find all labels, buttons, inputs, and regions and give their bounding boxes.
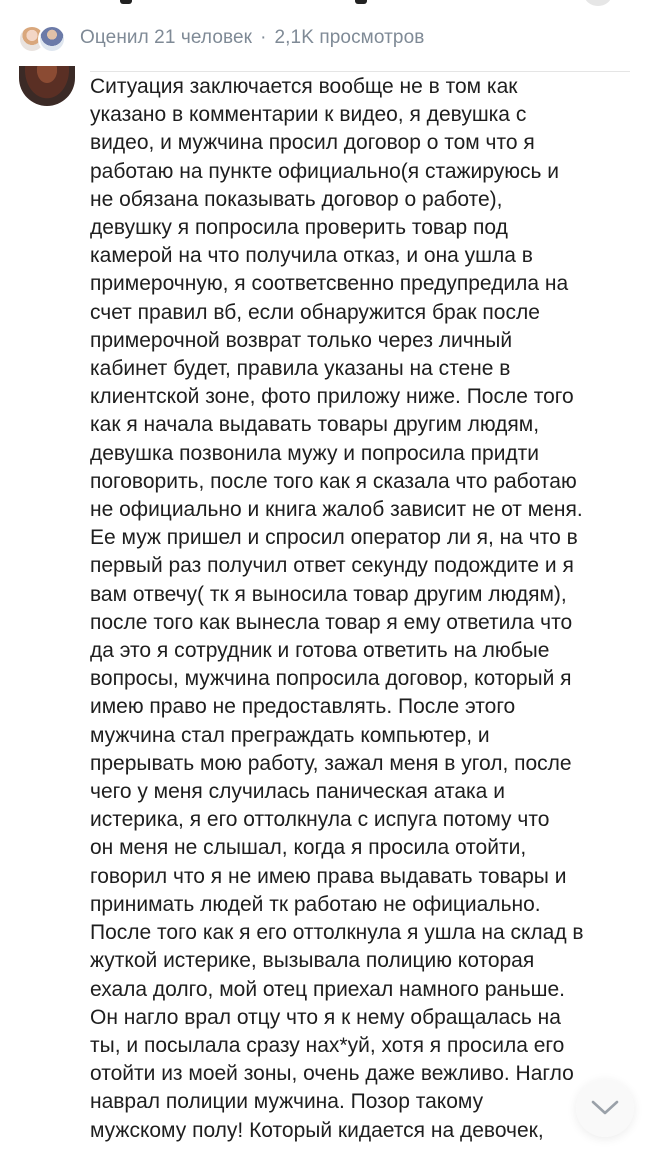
ratings-count[interactable]: Оценил 21 человек (80, 27, 253, 48)
stats-separator: · (260, 27, 267, 48)
reactor-avatar (38, 25, 66, 53)
chevron-down-icon (590, 1099, 620, 1117)
reactor-avatars (18, 23, 68, 53)
stats-text (80, 27, 424, 49)
cut-glyph (355, 0, 367, 4)
comment-text: Ситуация заключается вообще не в том как указано в комментарии к видео, я девушка с видео, и мужчина просил договор о том что я работаю на пункте официально(я стажируюсь и не обязана показывать договор о работе), девушку я попросила проверить товар под камерой на что получила отказ, и она ушла в примерочную, я соответсвенно предупредила на счет правил вб, если обнаружится брак после примерочной возврат только через личный кабинет будет, правила указаны на стене в клиентской зоне, фото приложу ниже. После того как я начала выдавать товары другим людям, девушка позвонила мужу и попросила придти поговорить, после того как я сказала что работаю не официально и книга жалоб зависит не от меня. Ее муж пришел и спросил оператор ли я, на что в первый раз получил ответ секунду подождите и я вам отвечу( тк я выносила товар другим людям), после того как вынесла товар я ему ответила что да это я сотрудник и готова ответить на любые вопросы, мужчина попросила договор, который я имею право не предоставлять. После этого мужчина стал преграждать компьютер, и прерывать мою работу, зажал меня в угол, после чего у меня случилась паническая атака и истерика, я его оттолкнула с испуга потому что он меня не слышал, когда я просила отойти, говорил что я не имею права выдавать товары и принимать людей тк работаю не официально. После того как я его оттолкнула я ушла на склад в жуткой истерике, вызывала полицию которая ехала долго, мой отец приехал намного раньше. Он нагло врал отцу что я к нему обращалась на ты, и посылала сразу нах*уй, хотя я просила его отойти из моей зоны, очень даже вежливо. Нагло наврал полиции мужчина. Позор такому мужскому полу! Который кидается на девочек, (90, 75, 584, 1142)
cut-off-header (0, 0, 648, 6)
comment-author-avatar[interactable] (19, 66, 75, 106)
views-count: 2,1K просмотров (274, 27, 425, 48)
cut-close-button[interactable] (584, 0, 612, 6)
cut-glyph (120, 0, 132, 4)
divider (90, 71, 630, 72)
scroll-down-button[interactable] (576, 1079, 634, 1137)
reactions-stats[interactable] (18, 22, 424, 54)
